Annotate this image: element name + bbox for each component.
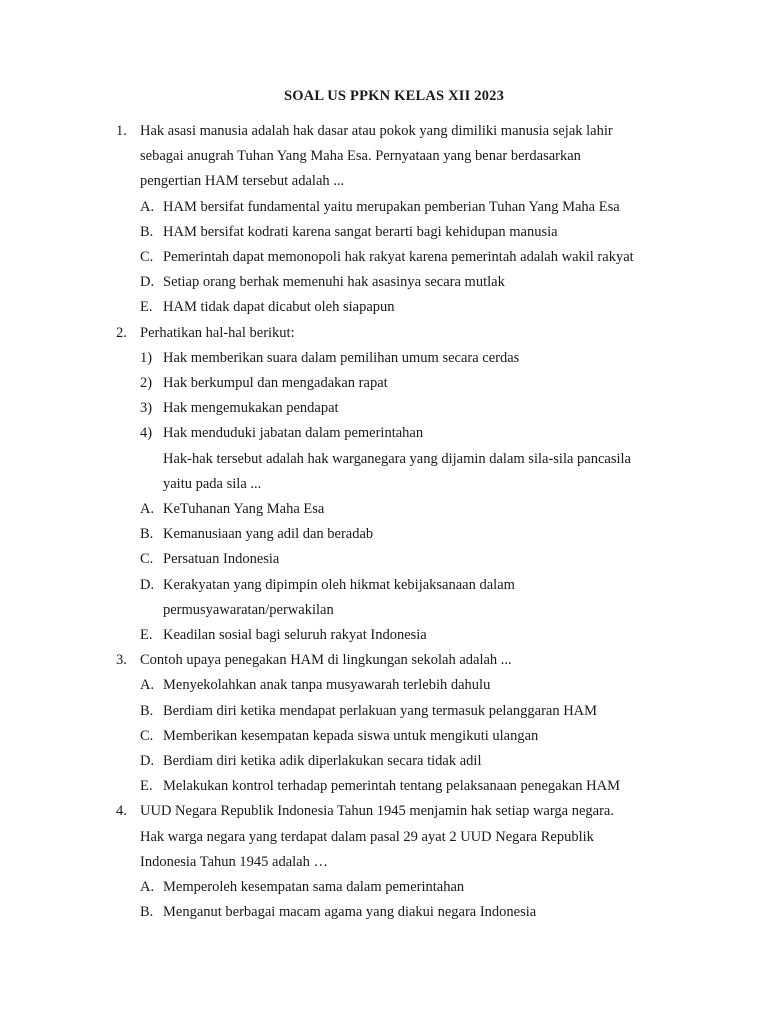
statement-number: 3)	[140, 400, 153, 417]
option-label: E.	[140, 778, 153, 795]
option-label: E.	[140, 299, 153, 316]
question-text: Indonesia Tahun 1945 adalah …	[140, 853, 328, 870]
option-label: E.	[140, 627, 153, 643]
option-text: Berdiam diri ketika mendapat perlakuan yang termasuk pelanggaran HAM	[163, 702, 598, 719]
option-label: C.	[140, 551, 154, 568]
question-stem: Hak-hak tersebut adalah hak warganegara yang dijamin dalam sila-sila pancasila	[163, 450, 631, 467]
statement-text: Hak berkumpul dan mengadakan rapat	[163, 375, 388, 391]
option-text: Setiap orang berhak memenuhi hak asasinya secara mutlak	[163, 274, 505, 291]
question-text: UUD Negara Republik Indonesia Tahun 1945 menjamin hak setiap warga negara.	[140, 803, 614, 820]
option-text: Persatuan Indonesia	[163, 551, 280, 568]
question-text: Hak warga negara yang terdapat dalam pasal 29 ayat 2 UUD Negara Republik	[140, 828, 594, 845]
question-text: Contoh upaya penegakan HAM di lingkungan sekolah adalah ...	[140, 652, 512, 669]
question-number: 4.	[116, 803, 127, 820]
option-label: B.	[140, 223, 154, 240]
question-text: Perhatikan hal-hal berikut:	[140, 324, 295, 341]
option-text: KeTuhanan Yang Maha Esa	[163, 501, 325, 517]
option-text: permusyawaratan/perwakilan	[163, 601, 334, 618]
statement-text: Hak mengemukakan pendapat	[163, 400, 339, 417]
option-label: B.	[140, 526, 154, 543]
option-text: HAM bersifat fundamental yaitu merupakan pemberian Tuhan Yang Maha Esa	[163, 198, 620, 215]
question-number: 2.	[116, 324, 127, 341]
statement-number: 1)	[140, 349, 153, 366]
option-text: Kerakyatan yang dipimpin oleh hikmat kebijaksanaan dalam	[163, 576, 515, 593]
question-text: pengertian HAM tersebut adalah ...	[140, 173, 345, 190]
option-label: C.	[140, 727, 154, 744]
option-label: B.	[140, 702, 154, 719]
option-text: Melakukan kontrol terhadap pemerintah tentang pelaksanaan penegakan HAM	[163, 778, 620, 795]
page-title: SOAL US PPKN KELAS XII 2023	[283, 88, 505, 104]
option-text: Berdiam diri ketika adik diperlakukan secara tidak adil	[163, 753, 482, 769]
option-label: C.	[140, 249, 154, 265]
question-text: sebagai anugrah Tuhan Yang Maha Esa. Pernyataan yang benar berdasarkan	[140, 148, 581, 165]
option-text: Memperoleh kesempatan sama dalam pemerintahan	[163, 879, 465, 895]
option-text: Menyekolahkan anak tanpa musyawarah terlebih dahulu	[163, 677, 491, 694]
question-number: 1.	[116, 123, 127, 139]
option-text: Memberikan kesempatan kepada siswa untuk mengikuti ulangan	[163, 727, 539, 744]
option-label: D.	[140, 753, 155, 769]
option-label: D.	[140, 274, 155, 291]
question-stem: yaitu pada sila ...	[163, 475, 262, 492]
question-number: 3.	[116, 652, 127, 669]
statement-text: Hak menduduki jabatan dalam pemerintahan	[163, 425, 424, 442]
statement-number: 4)	[140, 425, 153, 442]
option-label: A.	[140, 879, 155, 895]
option-label: A.	[140, 198, 155, 215]
option-text: HAM bersifat kodrati karena sangat berarti bagi kehidupan manusia	[163, 223, 558, 240]
option-label: A.	[140, 501, 155, 517]
option-text: Kemanusiaan yang adil dan beradab	[163, 526, 374, 543]
option-text: Pemerintah dapat memonopoli hak rakyat karena pemerintah adalah wakil rakyat	[163, 249, 634, 265]
option-text: HAM tidak dapat dicabut oleh siapapun	[163, 299, 395, 316]
option-label: D.	[140, 576, 155, 593]
option-label: B.	[140, 904, 154, 921]
option-text: Menganut berbagai macam agama yang diakui negara Indonesia	[163, 904, 537, 921]
option-label: A.	[140, 677, 155, 694]
question-text: Hak asasi manusia adalah hak dasar atau pokok yang dimiliki manusia sejak lahir	[140, 123, 613, 139]
statement-number: 2)	[140, 375, 153, 391]
statement-text: Hak memberikan suara dalam pemilihan umum secara cerdas	[163, 349, 520, 366]
option-text: Keadilan sosial bagi seluruh rakyat Indonesia	[163, 627, 427, 643]
